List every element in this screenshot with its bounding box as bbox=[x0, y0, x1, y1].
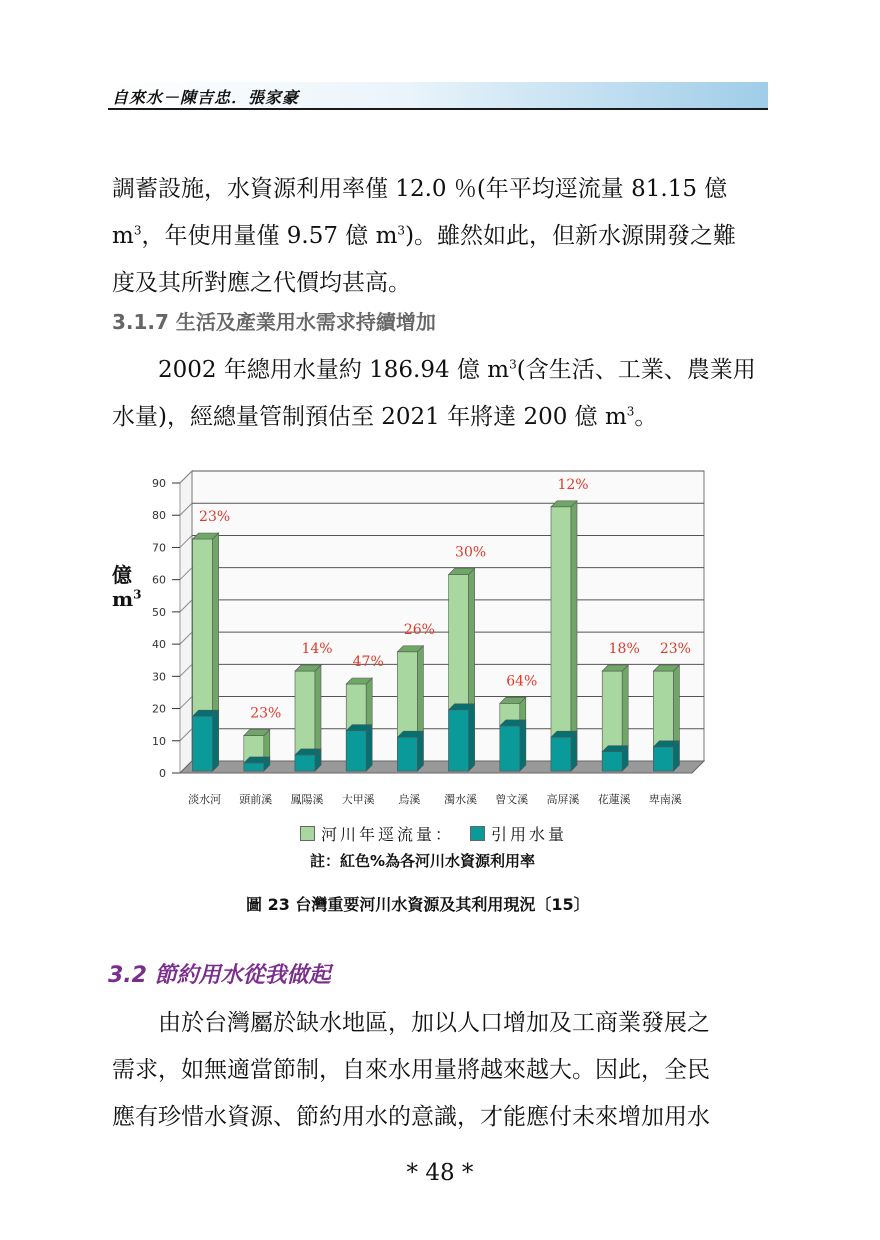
bar-chart bbox=[110, 465, 710, 815]
y-tick-label: 0 bbox=[159, 767, 166, 780]
paragraph-1 bbox=[112, 166, 772, 307]
data-label: 23% bbox=[199, 509, 231, 525]
para3-line2: 需求，如無適當節制，自來水用量將越來越大。因此，全民 bbox=[112, 1057, 710, 1083]
legend-label-usage: 引用水量 bbox=[491, 825, 568, 844]
page-number: * 48 * bbox=[406, 1160, 474, 1186]
chart-legend bbox=[300, 822, 567, 845]
legend-swatch-usage bbox=[470, 826, 485, 841]
bar-usage bbox=[346, 731, 366, 771]
y-label-line1: 億 bbox=[112, 563, 132, 587]
y-tick-label: 70 bbox=[152, 541, 166, 555]
section-heading-3-1-7: 3.1.7 生活及產業用水需求持續增加 bbox=[112, 310, 436, 334]
y-tick-label: 80 bbox=[152, 509, 166, 523]
y-tick-label: 40 bbox=[152, 638, 166, 652]
bar-usage-side bbox=[520, 720, 526, 771]
y-tick-label: 20 bbox=[152, 702, 166, 716]
data-label: 64% bbox=[506, 673, 538, 690]
section-heading-3-2: 3.2 節約用水從我做起 bbox=[108, 963, 331, 988]
para1-line2b: ，年使用量僅 9.57 億 m bbox=[141, 223, 398, 249]
bar-usage-side bbox=[571, 731, 577, 771]
paragraph-2 bbox=[112, 347, 772, 441]
bar-usage bbox=[602, 752, 622, 771]
superscript: 3 bbox=[626, 404, 635, 419]
superscript: 3 bbox=[509, 357, 517, 372]
x-tick-label: 大甲溪 bbox=[341, 793, 375, 806]
legend-label-runoff: 河川年逕流量： bbox=[321, 825, 455, 844]
y-label-line2: $m^3$ bbox=[112, 587, 142, 611]
y-tick-label: 60 bbox=[152, 573, 166, 587]
x-tick-label: 卑南溪 bbox=[648, 793, 682, 806]
para2-line1b: (含生活、工業、農業用 bbox=[516, 357, 756, 383]
bar-usage bbox=[653, 747, 673, 771]
chart-svg bbox=[110, 465, 710, 815]
data-label: 30% bbox=[455, 544, 487, 561]
legend-swatch-runoff bbox=[300, 826, 315, 841]
chart-note: 註：紅色%為各河川水資源利用率 bbox=[310, 852, 536, 870]
para1-line2a: m bbox=[112, 223, 134, 249]
data-label: 23% bbox=[659, 641, 691, 658]
data-label: 14% bbox=[301, 641, 333, 658]
bar-usage bbox=[500, 726, 520, 771]
paragraph-3 bbox=[112, 1000, 772, 1141]
bar-usage bbox=[295, 755, 315, 771]
para3-line1: 由於台灣屬於缺水地區，加以人口增加及工商業發展之 bbox=[158, 1010, 710, 1036]
x-tick-label: 高屏溪 bbox=[546, 793, 580, 806]
superscript: 3 bbox=[397, 223, 406, 238]
y-tick-label: 30 bbox=[152, 670, 166, 684]
x-tick-label: 濁水溪 bbox=[444, 793, 478, 806]
data-label: 23% bbox=[250, 705, 282, 722]
superscript: 3 bbox=[133, 223, 142, 238]
para1-line3: 度及其所對應之代價均甚高。 bbox=[112, 270, 411, 296]
y-tick-label: 50 bbox=[152, 605, 166, 619]
para2-line2 bbox=[112, 394, 657, 441]
chart-side-wall bbox=[180, 471, 192, 773]
bar-usage-side bbox=[417, 731, 423, 771]
para3-line3: 應有珍惜水資源、節約用水的意識，才能應付未來增加用水 bbox=[112, 1104, 710, 1130]
para2-line2a: 水量)，經總量管制預估至 2021 年將達 200 億 m bbox=[112, 404, 627, 430]
bar-usage-side bbox=[213, 710, 219, 771]
x-tick-label: 淡水河 bbox=[188, 793, 222, 806]
header-title: 自來水－陳吉忠．張家豪 bbox=[112, 88, 300, 107]
y-tick-label: 10 bbox=[152, 734, 166, 748]
x-tick-label: 花蓮溪 bbox=[597, 793, 631, 806]
bar-usage bbox=[551, 737, 571, 771]
bar-usage bbox=[397, 737, 417, 771]
para1-line1: 調蓄設施，水資源利用率僅 12.0 ％(年平均逕流量 81.15 億 bbox=[112, 176, 728, 202]
bar-usage bbox=[449, 710, 469, 771]
data-label: 47% bbox=[352, 654, 384, 670]
x-tick-label: 烏溪 bbox=[398, 793, 421, 806]
y-tick-label: 90 bbox=[152, 477, 166, 490]
x-tick-label: 曾文溪 bbox=[495, 793, 529, 806]
data-label: 12% bbox=[557, 476, 589, 493]
bar-usage bbox=[244, 763, 264, 771]
x-tick-label: 鳳陽溪 bbox=[290, 793, 324, 806]
figure-caption: 圖 23 台灣重要河川水資源及其利用現況〔15〕 bbox=[246, 895, 590, 914]
bar-usage-side bbox=[469, 704, 475, 771]
bar-usage-side bbox=[366, 725, 372, 771]
bar-usage bbox=[193, 716, 213, 771]
para2-line1a: 2002 年總用水量約 186.94 億 m bbox=[158, 357, 510, 383]
para1-line2c: )。雖然如此，但新水源開發之難 bbox=[405, 223, 737, 249]
x-tick-label: 頭前溪 bbox=[239, 793, 273, 806]
running-header bbox=[108, 82, 768, 110]
data-label: 26% bbox=[403, 621, 435, 638]
data-label: 18% bbox=[608, 641, 640, 658]
bar-runoff-side bbox=[571, 501, 577, 771]
para2-line2b: 。 bbox=[634, 404, 658, 430]
